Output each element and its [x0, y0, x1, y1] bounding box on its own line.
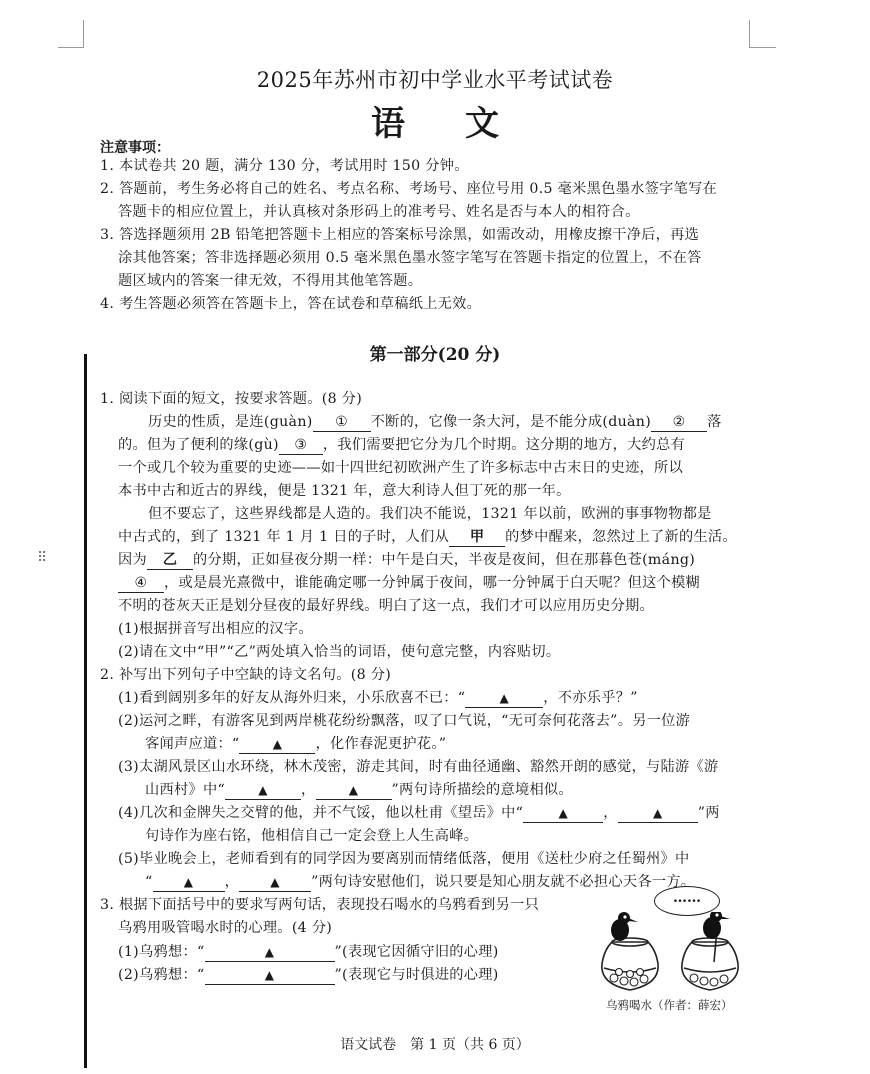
- q2-stem: 2. 补写出下列句子中空缺的诗文名句。(8 分): [100, 667, 392, 683]
- q1-stem: 1. 阅读下面的短文，按要求答题。(8 分): [100, 391, 363, 407]
- blank-jia: 甲: [449, 528, 505, 547]
- q1-passage-line: 但不要忘了，这些界线都是人造的。我们决不能说，1321 年以前，欧洲的事事物物都是: [148, 506, 712, 522]
- subject-title: 语文: [371, 104, 559, 144]
- blank-2: ②: [651, 413, 707, 432]
- note-line: 4. 考生答题必须答在答题卡上，答在试卷和草稿纸上无效。: [100, 296, 482, 312]
- answer-blank[interactable]: ▲: [316, 781, 392, 800]
- crop-mark-top-right-h: [749, 47, 776, 48]
- q1-passage-line: 中古式的，到了 1321 年 1 月 1 日的子时，人们从 甲 的梦中醒来，忽然过上了新的生活。: [118, 529, 737, 545]
- note-line: 题区域内的答案一律无效，不得用其他笔答题。: [118, 273, 423, 289]
- q1-passage-line: 历史的性质，是连(guàn) ① 不断的，它像一条大河，是不能分成(duàn) ② 落: [148, 414, 722, 430]
- crop-mark-top-left-h: [58, 47, 84, 48]
- binding-line: [84, 354, 87, 1068]
- thought-bubble: ……: [654, 886, 720, 916]
- note-line: 3. 答选择题须用 2B 铅笔把答题卡上相应的答案标号涂黑，如需改动，用橡皮擦干净后，再选: [100, 227, 700, 243]
- blank-yi: 乙: [147, 551, 193, 570]
- q2-item-5: (5)毕业晚会上，老师看到有的同学因为要离别而情绪低落，便用《送杜少府之任蜀州》中: [118, 851, 690, 867]
- q1-passage-line: 的。但为了便利的缘(gù) ③ ，我们需要把它分为几个时期。这分期的地方，大约总有: [118, 437, 686, 453]
- q1-passage-line: 本书中古和近古的界线，便是 1321 年，意大利诗人但丁死的那一年。: [118, 483, 571, 499]
- exam-title: 2025年苏州市初中学业水平考试试卷: [256, 68, 614, 92]
- q2-item-3-cont: 山西村》中“ ▲ ， ▲ ”两句诗所描绘的意境相似。: [145, 782, 573, 798]
- answer-blank[interactable]: ▲: [205, 966, 335, 985]
- q2-item-2-cont: 客闻声应道：“ ▲ ，化作春泥更护花。”: [145, 736, 447, 752]
- illustration-caption: 乌鸦喝水（作者：薛宏）: [606, 998, 733, 1012]
- note-line: 答题卡的相应位置上，并认真核对条形码上的准考号、姓名是否与本人的相符合。: [118, 204, 640, 220]
- q2-item-2: (2)运河之畔，有游客见到两岸桃花纷纷飘落，叹了口气说，“无可奈何花落去”。另一位游: [118, 713, 691, 729]
- crop-mark-top-left-v: [83, 20, 84, 47]
- q1-passage-line: 不明的苍灰天正是划分昼夜的最好界线。明白了这一点，我们才可以应用历史分期。: [118, 598, 655, 614]
- q2-item-5-cont: “ ▲ ， ▲ ”两句诗安慰他们，说只要是知心朋友就不必担心天各一方。: [145, 874, 696, 890]
- q1-passage-line: 因为 乙 的分期，正如昼夜分期一样：中午是白天，半夜是夜间，但在那暮色苍(máng): [118, 552, 696, 568]
- answer-blank[interactable]: ▲: [205, 943, 335, 962]
- q1-passage-line: 一个或几个较为重要的史迹——如十四世纪初欧洲产生了许多标志中古末日的史迹，所以: [118, 460, 684, 476]
- drag-handle-icon[interactable]: ⠿: [37, 550, 48, 566]
- q1-passage-line: ④ ，或是晨光熹微中，谁能确定哪一分钟属于夜间，哪一分钟属于白天呢？但这个模糊: [118, 572, 700, 594]
- answer-blank[interactable]: ▲: [153, 873, 225, 892]
- q3-answer-1: (1)乌鸦想：“ ▲ ”(表现它因循守旧的心理): [118, 944, 499, 960]
- q1-subquestion: (1)根据拼音写出相应的汉字。: [118, 621, 313, 637]
- answer-blank[interactable]: ▲: [465, 689, 543, 708]
- crow-drinking-illustration: [590, 912, 750, 996]
- q2-item-3: (3)太湖风景区山水环绕，林木茂密，游走其间，时有曲径通幽、豁然开朗的感觉，与陆游《游: [118, 759, 719, 775]
- blank-1: ①: [313, 413, 371, 432]
- q1-subquestion: (2)请在文中“甲”“乙”两处填入恰当的词语，使句意完整，内容贴切。: [118, 644, 561, 660]
- answer-blank[interactable]: ▲: [239, 873, 311, 892]
- q3-stem: 3. 根据下面括号中的要求写两句话，表现投石喝水的乌鸦看到另一只: [100, 897, 540, 913]
- answer-blank[interactable]: ▲: [618, 804, 698, 823]
- part-one-title: 第一部分(20 分): [369, 345, 501, 365]
- note-line: 涂其他答案；答非选择题必须用 0.5 毫米黑色墨水签字笔写在答题卡指定的位置上，不在答: [118, 250, 702, 266]
- crop-mark-top-right-v: [749, 20, 750, 47]
- answer-blank[interactable]: ▲: [523, 804, 603, 823]
- notes-heading: 注意事项：: [100, 140, 170, 156]
- blank-4: ④: [118, 574, 164, 593]
- q2-item-4: (4)几次和金牌失之交臂的他，并不气馁，他以杜甫《望岳》中“ ▲ ， ▲ ”两: [118, 805, 720, 821]
- note-line: 2. 答题前，考生务必将自己的姓名、考点名称、考场号、座位号用 0.5 毫米黑色墨水签字笔写在: [100, 181, 718, 197]
- q3-stem-cont: 乌鸦用吸管喝水时的心理。(4 分): [118, 920, 333, 936]
- q3-answer-2: (2)乌鸦想：“ ▲ ”(表现它与时俱进的心理): [118, 967, 499, 983]
- answer-blank[interactable]: ▲: [239, 735, 315, 754]
- q2-item-1: (1)看到阔别多年的好友从海外归来，小乐欣喜不已：“ ▲ ，不亦乐乎？”: [118, 690, 638, 706]
- q2-item-4-cont: 句诗作为座右铭，他相信自己一定会登上人生高峰。: [145, 828, 479, 844]
- note-line: 1. 本试卷共 20 题，满分 130 分，考试用时 150 分钟。: [100, 158, 469, 174]
- answer-blank[interactable]: ▲: [225, 781, 301, 800]
- page-footer: 语文试卷 第 1 页（共 6 页）: [340, 1037, 530, 1053]
- blank-3: ③: [279, 436, 323, 455]
